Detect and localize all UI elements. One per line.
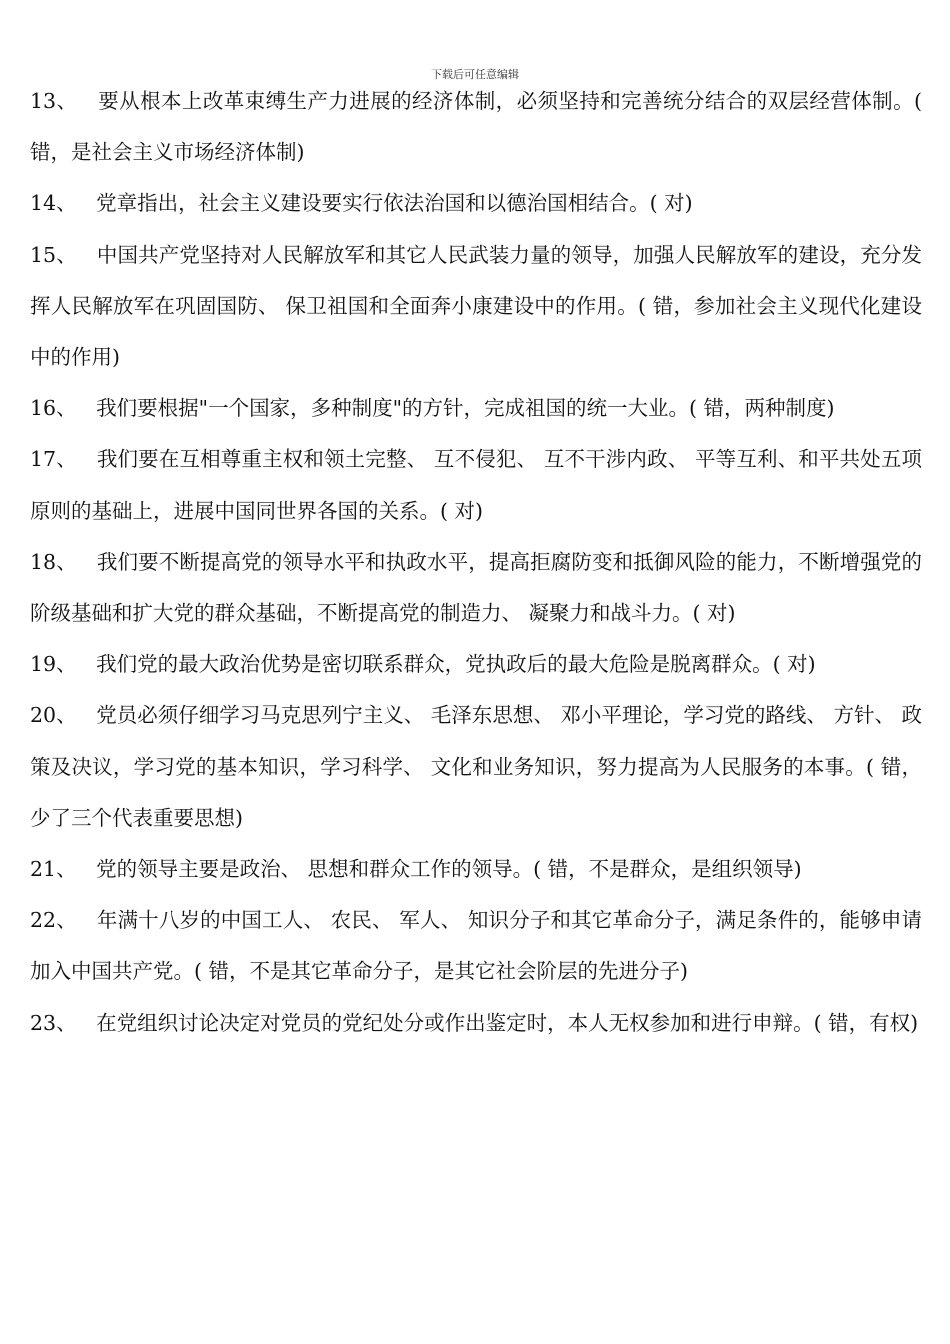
list-item bbox=[30, 639, 922, 690]
item-text: 要从根本上改革束缚生产力进展的经济体制，必须坚持和完善统分结合的双层经营体制。( 错，是社会主义市场经济体制) bbox=[30, 89, 922, 165]
item-number: 14、 bbox=[30, 191, 77, 216]
item-text: 年满十八岁的中国工人、 农民、 军人、 知识分子和其它革命分子，满足条件的，能够申请加入中国共产党。( 错，不是其它革命分子，是其它社会阶层的先进分子) bbox=[30, 908, 922, 984]
list-item bbox=[30, 844, 922, 895]
item-text: 中国共产党坚持对人民解放军和其它人民武装力量的领导，加强人民解放军的建设，充分发挥人民解放军在巩固国防、 保卫祖国和全面奔小康建设中的作用。( 错，参加社会主义现代化建设中的作用) bbox=[30, 242, 922, 370]
item-text: 党员必须仔细学习马克思列宁主义、 毛泽东思想、 邓小平理论，学习党的路线、 方针、 政策及决议，学习党的基本知识，学习科学、 文化和业务知识，努力提高为人民服务的本事。( 错，少了三个代表重要思想) bbox=[30, 703, 922, 830]
question-list bbox=[30, 76, 922, 1049]
item-text: 党章指出，社会主义建设要实行依法治国和以德治国相结合。( 对) bbox=[96, 191, 693, 216]
item-text: 我们要不断提高党的领导水平和执政水平，提高拒腐防变和抵御风险的能力，不断增强党的阶级基础和扩大党的群众基础，不断提高党的制造力、 凝聚力和战斗力。( 对) bbox=[30, 549, 922, 626]
item-number: 20、 bbox=[30, 703, 77, 728]
item-number: 13、 bbox=[30, 89, 78, 113]
item-number: 17、 bbox=[30, 447, 77, 472]
item-text: 我们要在互相尊重主权和领土完整、 互不侵犯、 互不干涉内政、 平等互利、和平共处五项原则的基础上，进展中国同世界各国的关系。( 对) bbox=[30, 447, 922, 523]
list-item bbox=[30, 537, 922, 639]
item-number: 23、 bbox=[30, 1010, 77, 1035]
list-item bbox=[30, 178, 922, 229]
list-item bbox=[30, 383, 922, 434]
page-header-note: 下载后可任意编辑 bbox=[431, 68, 519, 81]
list-item bbox=[30, 690, 922, 844]
item-number: 21、 bbox=[30, 857, 77, 882]
item-number: 16、 bbox=[30, 396, 77, 421]
list-item bbox=[30, 76, 922, 178]
item-number: 19、 bbox=[30, 652, 77, 677]
item-text: 我们党的最大政治优势是密切联系群众，党执政后的最大危险是脱离群众。( 对) bbox=[96, 652, 816, 677]
item-text: 党的领导主要是政治、 思想和群众工作的领导。( 错，不是群众，是组织领导) bbox=[96, 857, 802, 882]
item-number: 18、 bbox=[30, 549, 77, 574]
list-item bbox=[30, 434, 922, 536]
item-number: 15、 bbox=[30, 242, 77, 267]
item-number: 22、 bbox=[30, 908, 77, 933]
list-item bbox=[30, 230, 922, 384]
item-text: 我们要根据"一个国家，多种制度"的方针，完成祖国的统一大业。( 错，两种制度) bbox=[96, 396, 835, 421]
list-item bbox=[30, 998, 922, 1049]
list-item bbox=[30, 895, 922, 997]
item-text: 在党组织讨论决定对党员的党纪处分或作出鉴定时，本人无权参加和进行申辩。( 错，有权) bbox=[96, 1010, 919, 1035]
